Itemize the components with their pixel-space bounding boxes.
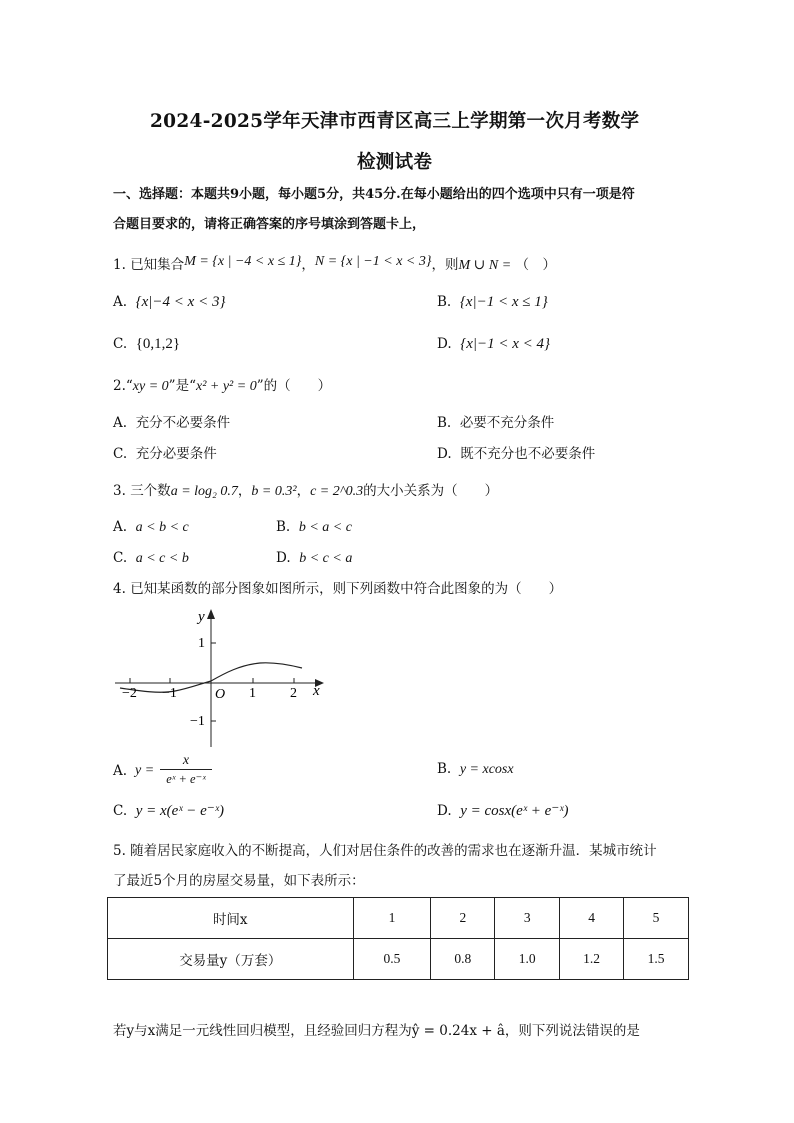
table-cell: 1 <box>353 898 431 939</box>
question-1 <box>113 256 556 275</box>
option-text: a < c < b <box>135 551 189 566</box>
y-axis-arrow <box>207 609 215 619</box>
question-text-then: ，则 <box>431 257 459 273</box>
tick-label-x: 1 <box>249 686 256 701</box>
option-text: y = xcosx <box>459 762 514 777</box>
option-label: A. <box>113 519 128 535</box>
answer-paren: （ ） <box>515 257 556 273</box>
option-label: B. <box>437 294 452 310</box>
q2-option-d[interactable] <box>437 445 595 463</box>
tick-label-y: −1 <box>190 714 205 729</box>
option-label: D. <box>276 550 291 566</box>
table-cell: 1.0 <box>495 939 560 980</box>
q2-option-a[interactable] <box>113 414 230 432</box>
table-row <box>108 898 689 939</box>
option-label: B. <box>437 761 452 777</box>
option-text: y = x(eˣ − e⁻ˣ) <box>135 803 224 819</box>
union-expr: M ∪ N = <box>458 258 512 273</box>
question-2 <box>113 377 331 396</box>
question-3 <box>113 482 498 501</box>
q2-option-b[interactable] <box>437 414 554 432</box>
question-5-line2: 了最近5个月的房屋交易量，如下表所示： <box>113 873 365 889</box>
data-table <box>107 897 689 980</box>
condition-2: x² + y² = 0 <box>195 379 257 394</box>
question-text: 已知某函数的部分图象如图所示，则下列函数中符合此图象的为（ ） <box>130 581 563 597</box>
table-header-cell: 时间x <box>108 898 354 939</box>
table-cell: 1.2 <box>560 939 624 980</box>
table-row <box>108 939 689 980</box>
value-b: b = 0.3² <box>251 484 297 499</box>
option-label: C. <box>113 336 128 352</box>
quote-open: “ <box>125 378 133 394</box>
table-cell: 0.5 <box>353 939 431 980</box>
question-number: 1. <box>113 257 126 273</box>
option-label: C. <box>113 803 128 819</box>
table-cell: 5 <box>624 898 689 939</box>
page-subtitle: 检测试卷 <box>357 152 433 173</box>
table-header-cell: 交易量y（万套） <box>108 939 354 980</box>
table-cell: 1.5 <box>624 939 689 980</box>
option-text: 必要不充分条件 <box>459 415 555 431</box>
q1-option-b[interactable] <box>437 293 548 311</box>
option-label: A. <box>113 763 128 779</box>
q4-option-d[interactable] <box>437 802 568 820</box>
page-title: 2024-2025学年天津市西青区高三上学期第一次月考数学 <box>150 111 640 132</box>
question-text: 三个数 <box>130 483 171 499</box>
question-number: 3. <box>113 483 126 499</box>
section-heading-line1: 一、选择题：本题共9小题，每小题5分，共45分.在每小题给出的四个选项中只有一项是符 <box>113 187 635 202</box>
value-c: c = 2^0.3 <box>310 484 364 499</box>
q3-option-a[interactable] <box>113 518 189 537</box>
q3-option-d[interactable] <box>276 549 352 568</box>
option-label: C. <box>113 550 128 566</box>
table-cell: 4 <box>560 898 624 939</box>
origin-label: O <box>215 687 226 702</box>
option-label: B. <box>276 519 291 535</box>
option-lhs: y = <box>135 763 155 778</box>
q3-option-b[interactable] <box>276 518 352 537</box>
comma: ， <box>301 257 315 273</box>
option-text: {x|−1 < x ≤ 1} <box>459 294 548 310</box>
set-m: M = {x | −4 < x ≤ 1} <box>184 254 302 269</box>
y-axis-label: y <box>198 609 205 625</box>
question-number: 4. <box>113 581 126 597</box>
q2-option-c[interactable] <box>113 445 217 463</box>
option-label: D. <box>437 336 452 352</box>
function-graph <box>110 605 330 750</box>
option-text: {0,1,2} <box>135 336 181 352</box>
table-cell: 2 <box>431 898 495 939</box>
option-text: {x|−1 < x < 4} <box>460 336 551 352</box>
denominator: eˣ + e⁻ˣ <box>166 772 206 786</box>
question-end: 的大小关系为（ ） <box>363 483 499 499</box>
section-heading-line2: 合题目要求的，请将正确答案的序号填涂到答题卡上， <box>113 217 426 232</box>
option-text: 既不充分也不必要条件 <box>460 446 596 462</box>
question-number: 2. <box>113 378 126 394</box>
separator: ， <box>296 483 311 499</box>
set-n: N = {x | −1 < x < 3} <box>314 254 432 269</box>
option-text: a < b < c <box>135 520 189 535</box>
tick-label-x: 2 <box>290 686 297 701</box>
quote-mid: ”是“ <box>168 378 196 394</box>
question-5-after: 若y与x满足一元线性回归模型，且经验回归方程为ŷ = 0.24x + â，则下列说法错误的是 <box>113 1023 640 1039</box>
option-label: C. <box>113 446 128 462</box>
option-text: y = cosx(eˣ + e⁻ˣ) <box>460 803 569 819</box>
table-cell: 3 <box>495 898 560 939</box>
option-label: D. <box>437 446 452 462</box>
q1-option-a[interactable] <box>113 293 225 311</box>
table-cell: 0.8 <box>431 939 495 980</box>
question-4 <box>113 580 562 598</box>
q1-option-d[interactable] <box>437 335 550 353</box>
x-axis-label: x <box>313 683 320 699</box>
option-text: 充分不必要条件 <box>135 415 231 431</box>
question-5-line1: 5. 随着居民家庭收入的不断提高，人们对居住条件的改善的需求也在逐渐升温．某城市统计 <box>113 843 657 859</box>
q4-option-c[interactable] <box>113 802 224 820</box>
separator: ， <box>237 483 252 499</box>
option-label: D. <box>437 803 452 819</box>
fraction <box>160 752 212 788</box>
option-text: b < a < c <box>298 520 352 535</box>
tick-label-y: 1 <box>198 636 205 651</box>
q3-option-c[interactable] <box>113 549 189 568</box>
option-label: A. <box>113 415 128 431</box>
option-text: b < c < a <box>299 551 353 566</box>
option-label: B. <box>437 415 452 431</box>
value-a: a = log₂ 0.7 <box>170 484 238 499</box>
tick-label-x: −1 <box>162 686 177 701</box>
option-text: 充分必要条件 <box>135 446 217 462</box>
option-text: {x|−4 < x < 3} <box>135 294 226 310</box>
question-text: 已知集合 <box>130 257 185 273</box>
condition-1: xy = 0 <box>132 379 169 394</box>
numerator: x <box>160 752 212 770</box>
tick-label-x: −2 <box>122 686 137 701</box>
q1-option-c[interactable] <box>113 335 180 353</box>
option-label: A. <box>113 294 128 310</box>
q4-option-b[interactable] <box>437 760 514 779</box>
question-end: ”的（ ） <box>256 378 332 394</box>
